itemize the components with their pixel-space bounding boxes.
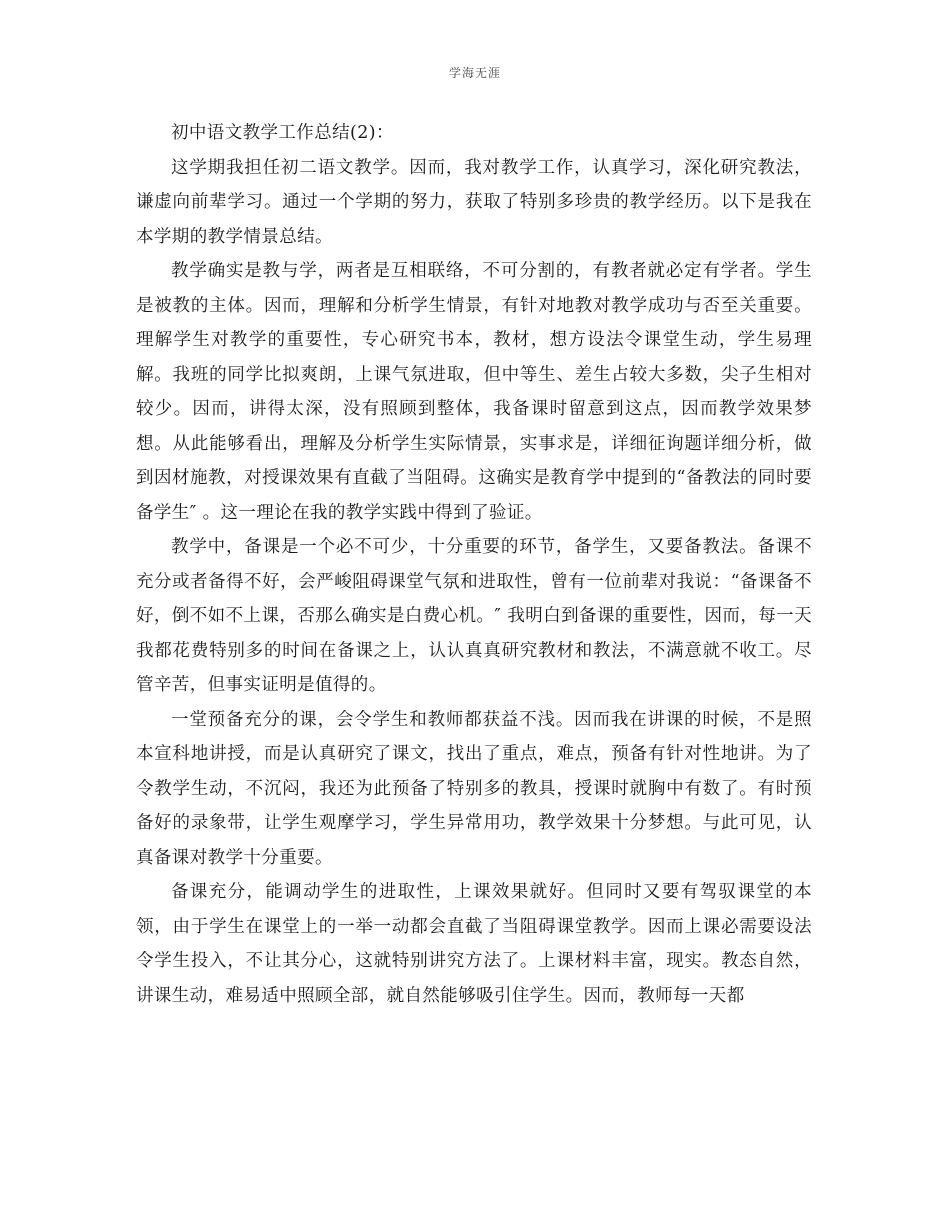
paragraph-1: 这学期我担任初二语文教学。因而，我对教学工作，认真学习，深化研究教法，谦虚向前辈学习。通过一个学期的努力，获取了特别多珍贵的教学经历。以下是我在本学期的教学情景总结。 bbox=[136, 157, 812, 247]
document-title: 初中语文教学工作总结(2)： bbox=[171, 123, 394, 143]
paragraph-2: 教学确实是教与学，两者是互相联络，不可分割的，有教者就必定有学者。学生是被教的主体。因而，理解和分析学生情景，有针对地教对教学成功与否至关重要。理解学生对教学的重要性，专心研究书本，教材，想方设法令课堂生动，学生易理解。我班的同学比拟爽朗，上课气氛进取，但中等生、差生占较大多数，尖子生相对较少。因而，讲得太深，没有照顾到整体，我备课时留意到这点，因而教学效果梦想。从此能够看出，理解及分析学生实际情景，实事求是，详细征询题详细分析，做到因材施教，对授课效果有直截了当阻碍。这确实是教育学中提到的“备教法的同时要备学生″ 。这一理论在我的教学实践中得到了验证。 bbox=[136, 261, 812, 523]
document-body bbox=[136, 116, 812, 1013]
paragraph-3: 教学中，备课是一个必不可少，十分重要的环节，备学生，又要备教法。备课不充分或者备得不好，会严峻阻碍课堂气氛和进取性，曾有一位前辈对我说：“备课备不好，倒不如不上课，否那么确实是白费心机。″ 我明白到备课的重要性，因而，每一天我都花费特别多的时间在备课之上，认认真真研究教材和教法，不满意就不收工。尽管辛苦，但事实证明是值得的。 bbox=[136, 537, 812, 695]
page-header: 学海无涯 bbox=[448, 66, 501, 80]
paragraph-5: 备课充分，能调动学生的进取性，上课效果就好。但同时又要有驾驭课堂的本领，由于学生在课堂上的一举一动都会直截了当阻碍课堂教学。因而上课必需要设法令学生投入，不让其分心，这就特别讲究方法了。上课材料丰富，现实。教态自然，讲课生动，难易适中照顾全部，就自然能够吸引住学生。因而，教师每一天都 bbox=[136, 882, 812, 1006]
paragraph-4: 一堂预备充分的课，会令学生和教师都获益不浅。因而我在讲课的时候，不是照本宣科地讲授，而是认真研究了课文，找出了重点，难点，预备有针对性地讲。为了令教学生动，不沉闷，我还为此预备了特别多的教具，授课时就胸中有数了。有时预备好的录象带，让学生观摩学习，学生异常用功，教学效果十分梦想。与此可见，认真备课对教学十分重要。 bbox=[136, 709, 812, 868]
